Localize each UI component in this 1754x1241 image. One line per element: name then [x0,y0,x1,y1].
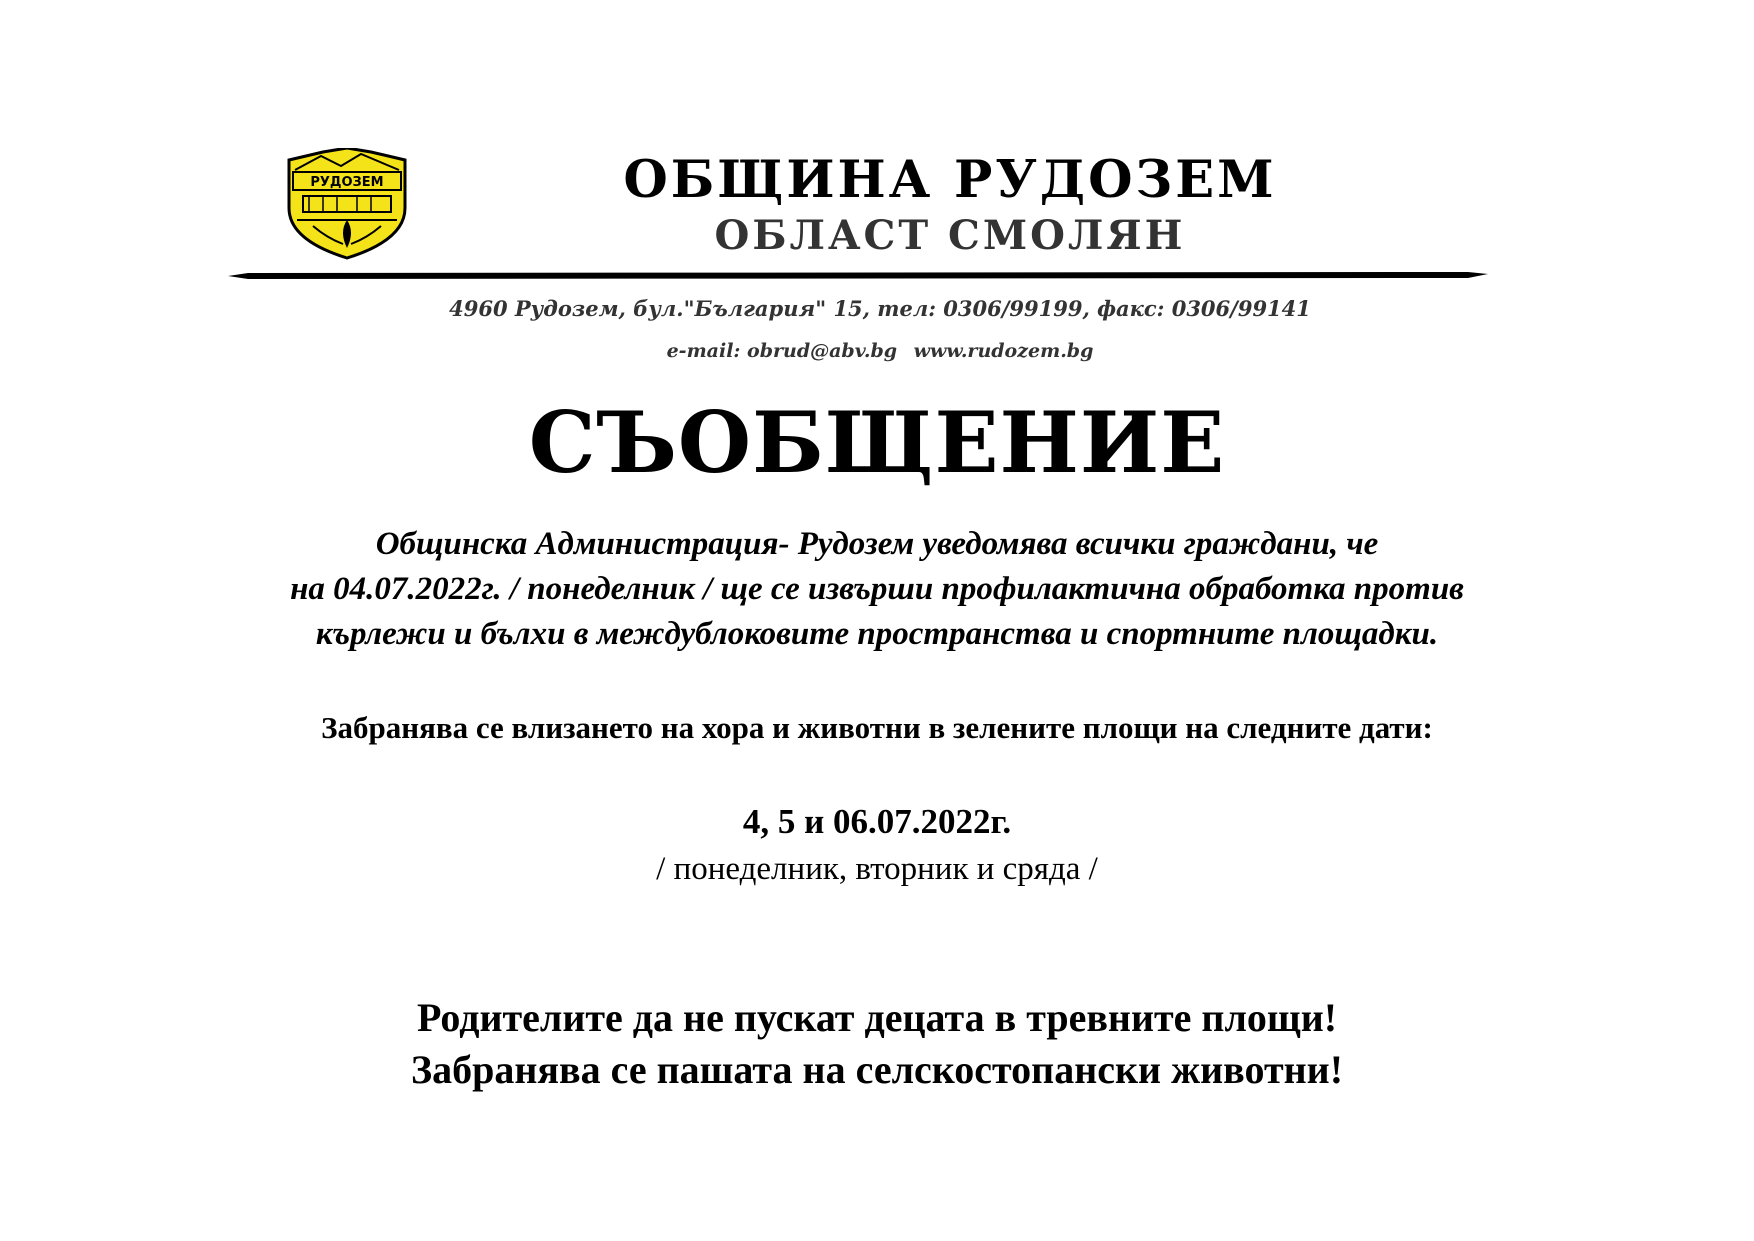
ban-days: / понеделник, вторник и сряда / [656,851,1098,887]
email-text: e-mail: obrud@abv.bg [666,340,898,362]
municipality-logo [283,148,411,260]
intro-paragraph [120,522,1634,657]
notice-title: СЪОБЩЕНИЕ [528,393,1226,492]
header-divider [228,268,1488,282]
intro-line: кърлежи и бълхи в междублоковите пространства и спортните площадки. [315,616,1439,652]
region-name: ОБЛАСТ СМОЛЯН [714,212,1186,259]
warning-line: Забранява се пашата на селскостопански животни! [410,1047,1344,1092]
contact-line [300,340,1460,362]
address-line: 4960 Рудозем, бул."България" 15, тел: 0306/99199, факс: 0306/99141 [449,296,1311,321]
logo-text: РУДОЗЕМ [310,175,384,190]
intro-line: на 04.07.2022г. / понеделник / ще се извърши профилактична обработка против [290,571,1464,607]
ban-dates: 4, 5 и 06.07.2022г. [742,802,1012,841]
org-name: ОБЩИНА РУДОЗЕМ [623,150,1277,210]
intro-line: Общинска Администрация- Рудозем уведомява всички граждани, че [375,526,1379,562]
ban-text: Забранява се влизането на хора и животни в зелените площи на следните дати: [321,710,1433,745]
warning-line: Родителите да не пускат децата в тревните площи! [416,995,1338,1040]
website-text: www.rudozem.bg [913,340,1094,362]
